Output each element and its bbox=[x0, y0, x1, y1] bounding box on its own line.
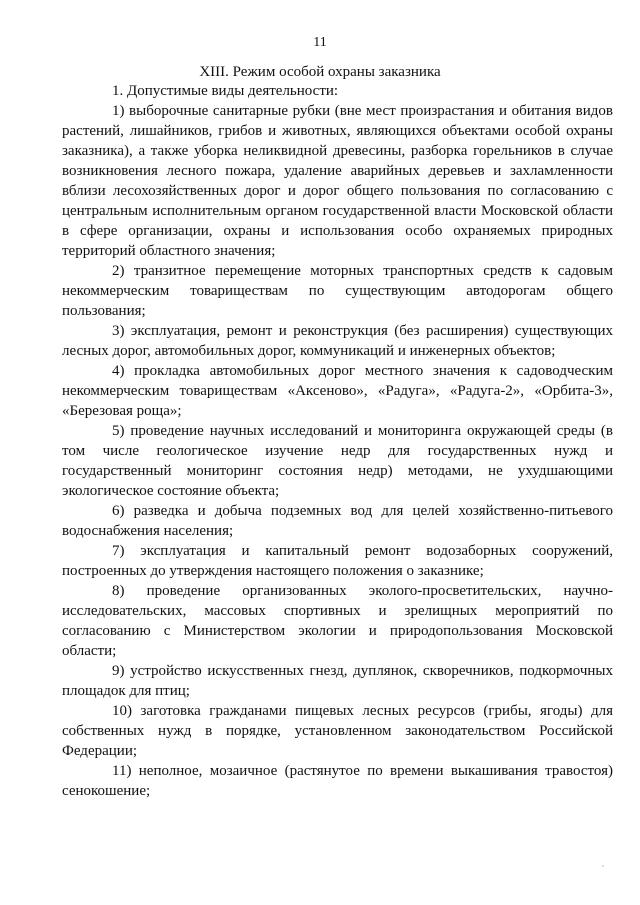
section-title: XIII. Режим особой охраны заказника bbox=[199, 64, 441, 80]
list-item: 3) эксплуатация, ремонт и реконструкция (без расширения) существующих лесных дорог, автомобильных дорог, коммуникаций и инженерных объектов; bbox=[62, 323, 613, 359]
intro-paragraph: 1. Допустимые виды деятельности: bbox=[112, 83, 339, 99]
list-item: 9) устройство искусственных гнезд, дуплянок, скворечников, подкормочных площадок для птиц; bbox=[62, 663, 613, 699]
list-item: 10) заготовка гражданами пищевых лесных ресурсов (грибы, ягоды) для собственных нужд в порядке, установленном законодательством Российской Федерации; bbox=[62, 703, 613, 759]
list-item: 6) разведка и добыча подземных вод для целей хозяйственно-питьевого водоснабжения населения; bbox=[62, 503, 613, 539]
list-item: 11) неполное, мозаичное (растянутое по времени выкашивания травостоя) сенокошение; bbox=[62, 763, 613, 799]
list-item: 2) транзитное перемещение моторных транспортных средств к садовым некоммерческим товариществам по существующим автодорогам общего пользования; bbox=[62, 263, 613, 319]
list-item: 4) прокладка автомобильных дорог местного значения к садоводческим некоммерческим товариществам «Аксеново», «Радуга», «Радуга-2», «Орбита-3», «Березовая роща»; bbox=[62, 363, 613, 419]
list-item: 7) эксплуатация и капитальный ремонт водозаборных сооружений, построенных до утверждения настоящего положения о заказнике; bbox=[62, 543, 613, 579]
list-item: 8) проведение организованных эколого-просветительских, научно-исследовательских, массовых спортивных и зрелищных мероприятий по согласованию с Министерством экологии и природопользования Московской области; bbox=[62, 583, 613, 659]
list-item: 1) выборочные санитарные рубки (вне мест произрастания и обитания видов растений, лишайников, грибов и животных, являющихся объектами особой охраны заказника), а также уборка неликвидной древесины, разборка горельников в случае возникновения лесного пожара, удаление аварийных деревьев и захламленности вблизи лесохозяйственных дорог и дорог общего пользования по согласованию с центральным исполнительным органом государственной власти Московской области в сфере организации, охраны и использования особо охраняемых природных территорий областного значения; bbox=[62, 103, 613, 259]
document-body bbox=[62, 81, 613, 801]
scan-speck bbox=[602, 865, 604, 867]
page-number: 11 bbox=[313, 35, 327, 50]
list-item: 5) проведение научных исследований и мониторинга окружающей среды (в том числе геологическое изучение недр для государственных нужд и государственный мониторинг состояния недр) методами, не ухудшающими экологическое состояние объекта; bbox=[62, 423, 613, 499]
